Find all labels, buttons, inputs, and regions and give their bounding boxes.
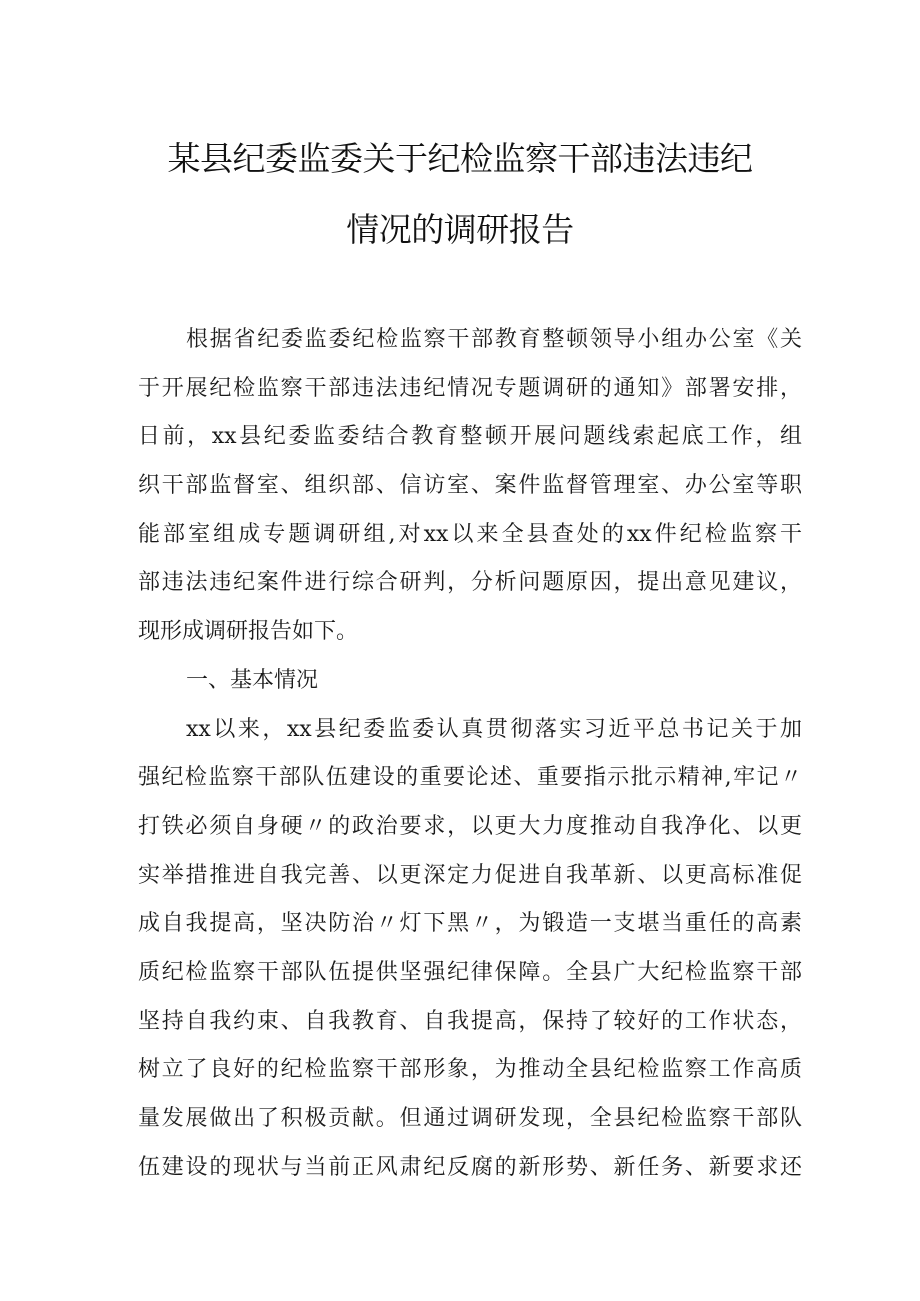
paragraph-line: 伍建设的现状与当前正风肃纪反腐的新形势、新任务、新要求还 [138, 1154, 802, 1180]
paragraph-line: 于开展纪检监察干部违法违纪情况专题调研的通知》部署安排， [138, 375, 802, 401]
paragraph-line: 量发展做出了积极贡献。但通过调研发现，全县纪检监察干部队 [138, 1106, 802, 1131]
body-text [138, 316, 802, 1192]
section-heading-basic-situation: 一、基本情况 [186, 667, 319, 693]
paragraph-line: 打铁必须自身硬〃的政治要求，以更大力度推动自我净化、以更 [138, 813, 802, 839]
paragraph-line: 成自我提高，坚决防治〃灯下黑〃，为锻造一支堪当重任的高素 [138, 911, 802, 937]
paragraph-line: 树立了良好的纪检监察干部形象，为推动全县纪检监察工作高质 [138, 1057, 802, 1083]
document-title-line-2: 情况的调研报告 [346, 210, 574, 249]
paragraph-intro [138, 316, 802, 657]
paragraph-line: xx以来，xx县纪委监委认真贯彻落实习近平总书记关于加 [186, 716, 802, 742]
paragraph-line: 质纪检监察干部队伍提供坚强纪律保障。全县广大纪检监察干部 [138, 959, 802, 985]
paragraph-line: 现形成调研报告如下。 [138, 619, 359, 645]
paragraph-line: 织干部监督室、组织部、信访室、案件监督管理室、办公室等职 [138, 473, 802, 499]
paragraph-line: 强纪检监察干部队伍建设的重要论述、重要指示批示精神,牢记〃 [138, 765, 802, 791]
paragraph-basic-situation [138, 706, 802, 1193]
document-title-line-1: 某县纪委监委关于纪检监察干部违法违纪 [167, 139, 753, 178]
paragraph-line: 日前，xx县纪委监委结合教育整顿开展问题线索起底工作，组 [138, 424, 802, 450]
paragraph-line: 根据省纪委监委纪检监察干部教育整顿领导小组办公室《关 [186, 327, 802, 352]
paragraph-line: 部违法违纪案件进行综合研判，分析问题原因，提出意见建议， [138, 570, 802, 596]
paragraph-line: 坚持自我约束、自我教育、自我提高，保持了较好的工作状态， [138, 1008, 802, 1034]
paragraph-line: 实举措推进自我完善、以更深定力促进自我革新、以更高标准促 [138, 862, 802, 888]
paragraph-line: 能部室组成专题调研组,对xx以来全县查处的xx件纪检监察干 [138, 521, 802, 547]
